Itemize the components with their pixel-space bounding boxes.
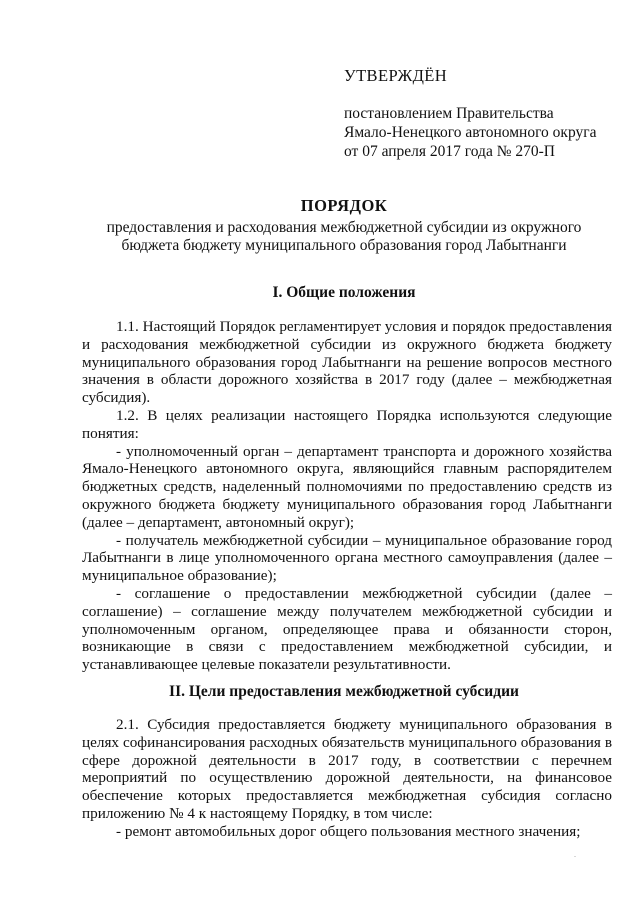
page-mark: . (574, 850, 576, 859)
approval-line-2: Ямало-Ненецкого автономного округа (344, 124, 597, 141)
section-1-heading: I. Общие положения (272, 284, 416, 301)
section-2-heading: II. Цели предоставления межбюджетной субсидии (169, 683, 519, 700)
definition-authorized-body: - уполномоченный орган – департамент транспорта и дорожного хозяйства Ямало-Ненецкого автономного округа, являющийся главным распорядителем бюджетных средств, наделенный полномочиями по предоставлению средств из окружного бюджета бюджету муниципального образования город Лабытнанги (далее – департамент, автономный округ); (82, 442, 612, 531)
paragraph-1-2: 1.2. В целях реализации настоящего Порядка используются следующие понятия: (82, 406, 612, 442)
definition-recipient: - получатель межбюджетной субсидии – муниципальное образование город Лабытнанги в лице уполномоченного органа местного самоуправления (далее – муниципальное образование); (82, 531, 612, 585)
document-title: ПОРЯДОК (300, 196, 388, 215)
paragraph-2-1: 2.1. Субсидия предоставляется бюджету муниципального образования в целях софинансирования расходных обязательств муниципального образования в сфере дорожной деятельности в 2017 году, в соответствии с перечнем мероприятий по осуществлению дорожной деятельности, на финансовое обеспечение которых предоставляется межбюджетная субсидия согласно приложению № 4 к настоящему Порядку, в том числе: (82, 716, 612, 822)
document-title-block (60, 196, 628, 255)
approval-heading: УТВЕРЖДЁН (344, 66, 448, 85)
section-2-body (82, 716, 612, 841)
approval-stamp (344, 66, 624, 161)
document-subtitle-line-1: предоставления и расходования межбюджетной субсидии из окружного (106, 219, 582, 236)
approval-line-1: постановлением Правительства (344, 105, 554, 122)
approval-line-3: от 07 апреля 2017 года № 270-П (344, 143, 555, 160)
document-subtitle-line-2: бюджета бюджету муниципального образования город Лабытнанги (121, 237, 567, 254)
paragraph-1-1: 1.1. Настоящий Порядок регламентирует условия и порядок предоставления и расходования межбюджетной субсидии из окружного бюджета бюджету муниципального образования город Лабытнанги на решение вопросов местного значения в области дорожного хозяйства в 2017 году (далее – межбюджетная субсидия). (82, 318, 612, 407)
definition-agreement: - соглашение о предоставлении межбюджетной субсидии (далее – соглашение) – соглашение между получателем межбюджетной субсидии и уполномоченным органом, определяющее права и обязанности сторон, возникающие в связи с предоставлением межбюджетной субсидии, и устанавливающее целевые показатели результативности. (82, 584, 612, 674)
list-item-road-repair: - ремонт автомобильных дорог общего пользования местного значения; (116, 822, 581, 840)
section-1-body (82, 318, 612, 674)
